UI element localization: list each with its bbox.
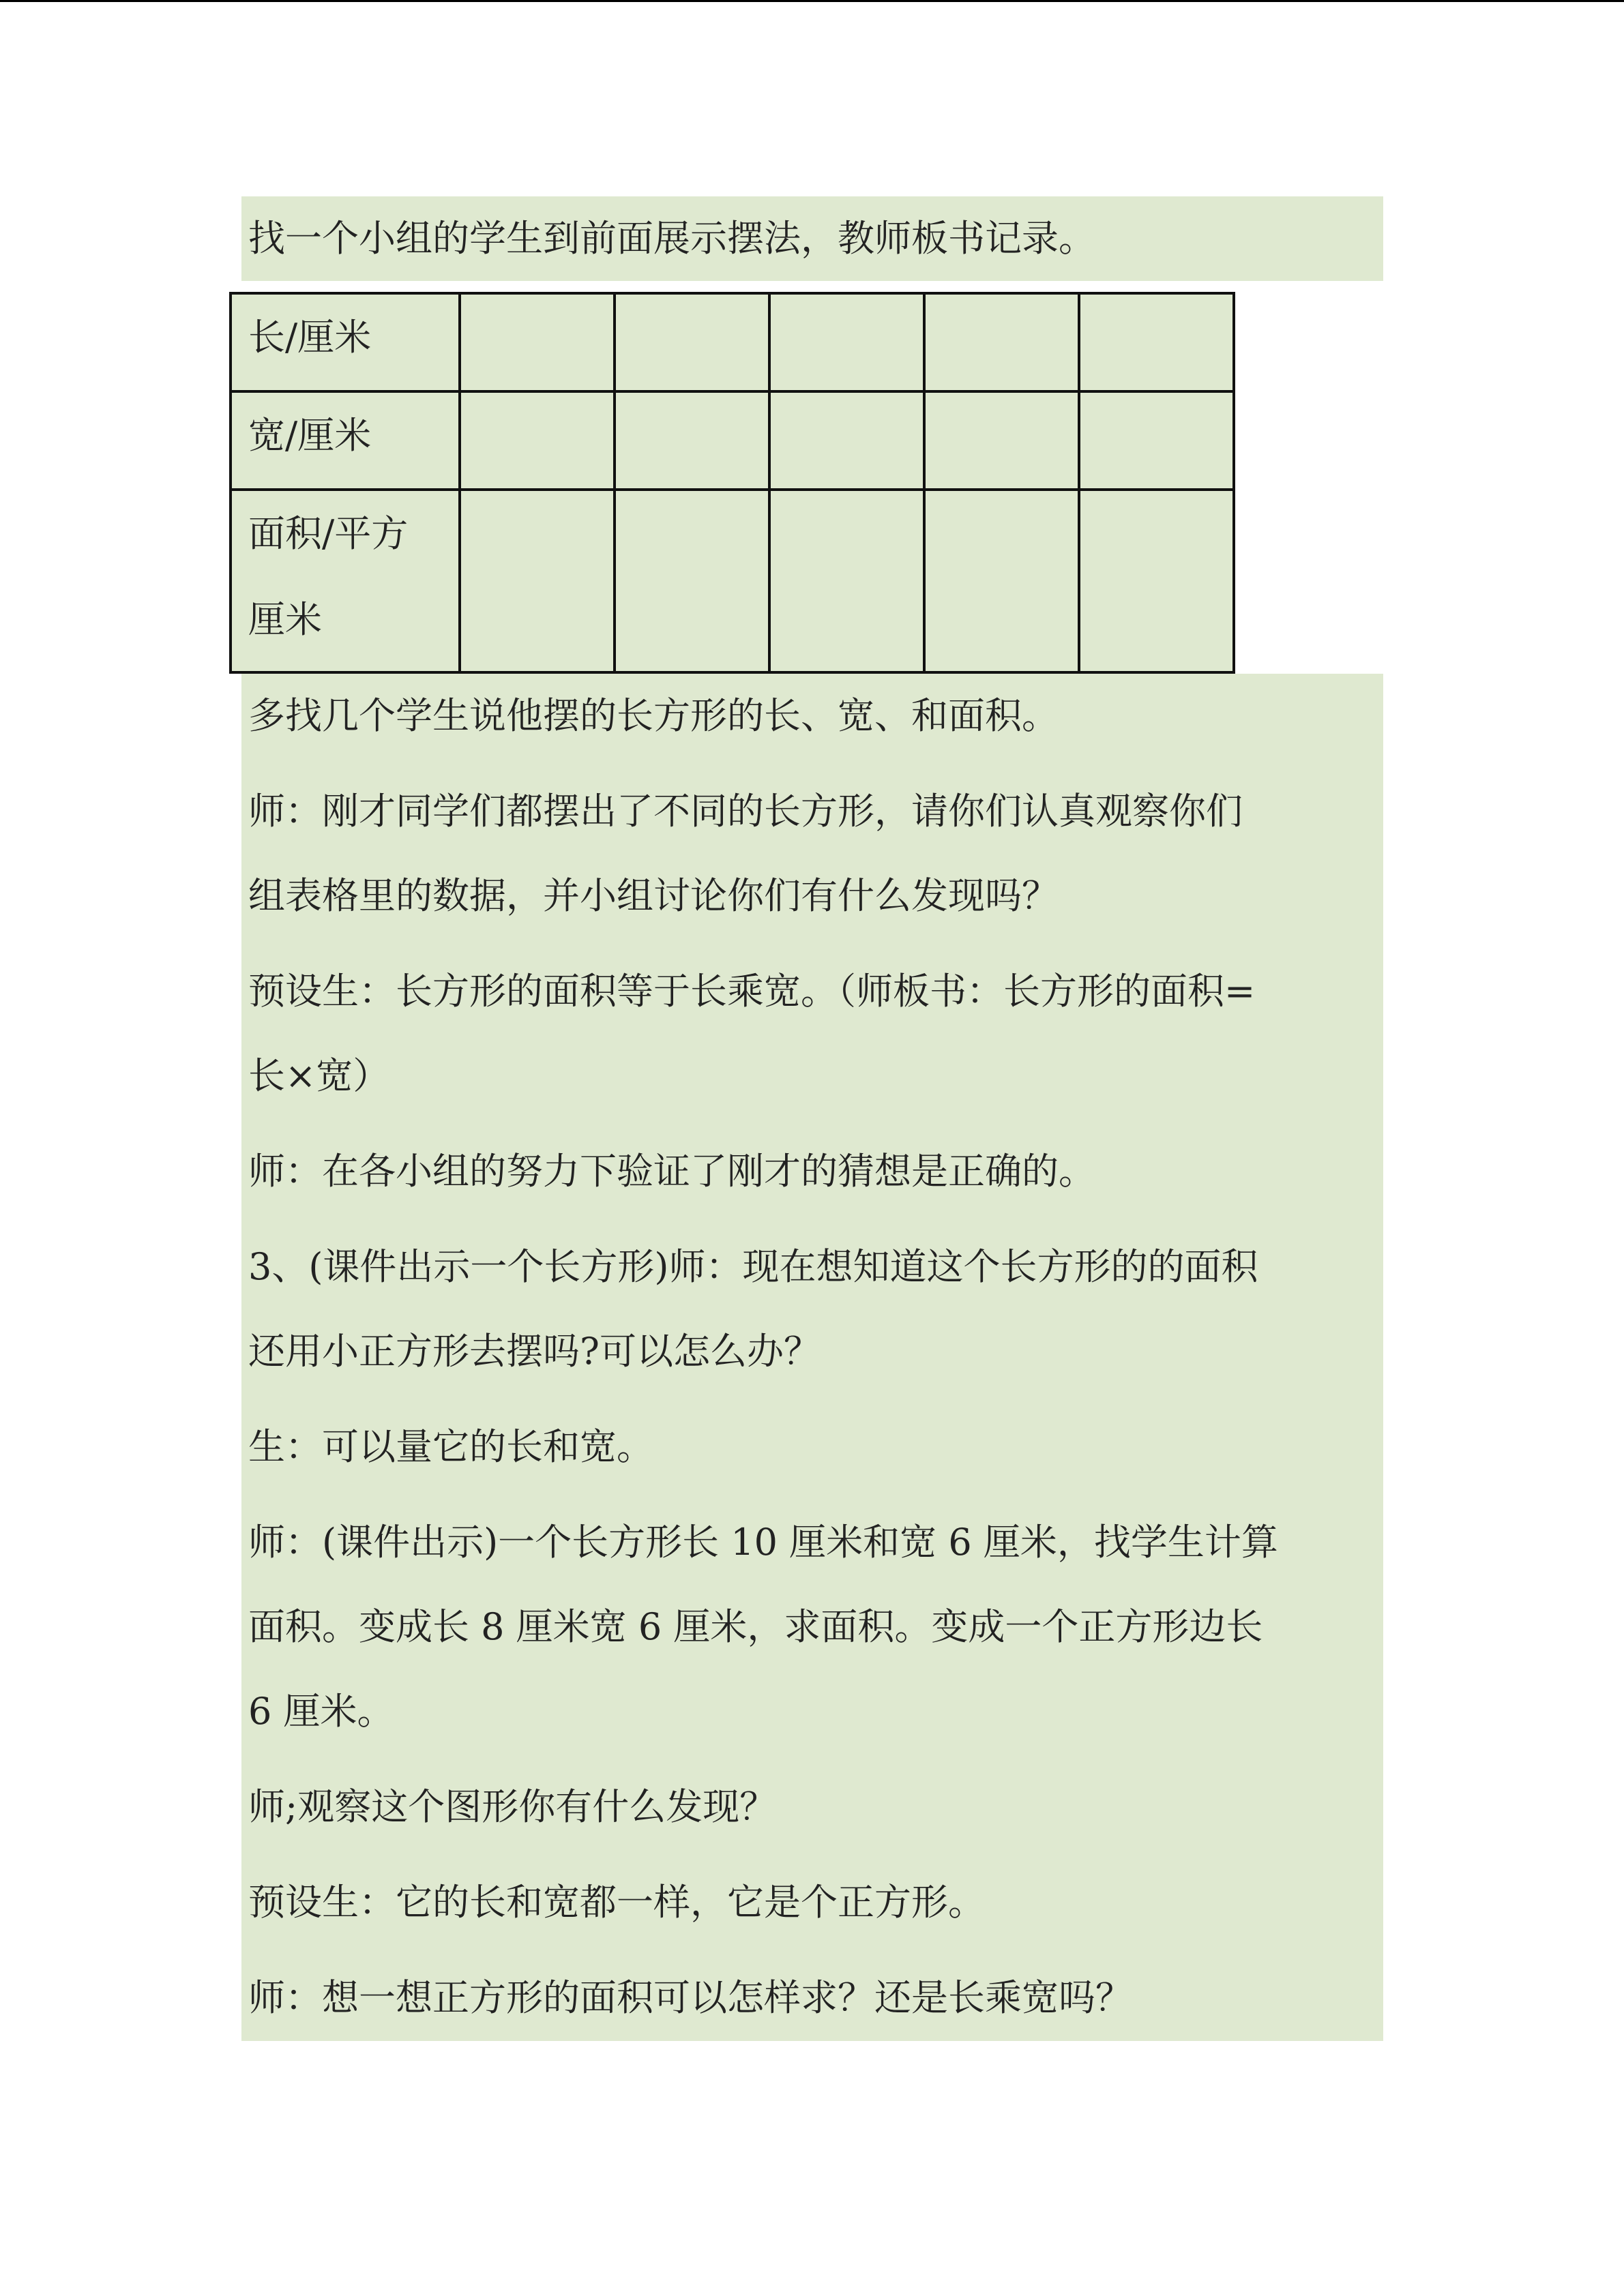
table-cell: [769, 391, 924, 490]
table-cell: [615, 391, 769, 490]
paragraph: [248, 1500, 1383, 1754]
lesson-body: [241, 674, 1383, 2041]
paragraph: [248, 674, 1383, 758]
paragraph: [248, 1956, 1383, 2040]
table-row-area: [231, 490, 1234, 672]
label-line: 厘米: [248, 598, 322, 641]
table-cell: [615, 293, 769, 391]
text-line: 长×宽）: [248, 1054, 390, 1097]
text-line: 预设生：长方形的面积等于长乘宽。（师板书：长方形的面积=: [248, 970, 1256, 1013]
intro-paragraph: 找一个小组的学生到前面展示摆法，教师板书记录。: [241, 196, 1383, 281]
text-line: 组表格里的数据，并小组讨论你们有什么发现吗？: [248, 874, 1059, 917]
table-cell: [1079, 293, 1234, 391]
table-cell: [1079, 490, 1234, 672]
paragraph: [248, 1860, 1383, 1945]
table-cell: [615, 490, 769, 672]
text-line: 还用小正方形去摆吗?可以怎么办？: [248, 1330, 821, 1373]
record-table: [229, 292, 1235, 674]
label-line: 面积/平方: [248, 512, 409, 555]
text-line: 生：可以量它的长和宽。: [248, 1425, 653, 1468]
text-line: 预设生：它的长和宽都一样，它是个正方形。: [248, 1881, 985, 1924]
paragraph: [248, 1225, 1383, 1394]
text-line: 多找几个学生说他摆的长方形的长、宽、和面积。: [248, 694, 1059, 737]
page-top-border: [0, 0, 1624, 2]
row-label-width: [231, 391, 460, 490]
label-line: 宽/厘米: [248, 414, 372, 457]
text-line: 师;观察这个图形你有什么发现？: [248, 1785, 777, 1828]
table-cell: [460, 490, 615, 672]
text-line: 3、(课件出示一个长方形)师：现在想知道这个长方形的的面积: [248, 1245, 1258, 1288]
table-row-width: [231, 391, 1234, 490]
table-cell: [769, 490, 924, 672]
paragraph: [248, 1405, 1383, 1489]
row-label-area: [231, 490, 460, 672]
paragraph: [248, 949, 1383, 1118]
table-cell: [460, 293, 615, 391]
text-line: 师：刚才同学们都摆出了不同的长方形，请你们认真观察你们: [248, 790, 1243, 833]
paragraph: [248, 1765, 1383, 1849]
table-cell: [924, 490, 1079, 672]
table-row-length: [231, 293, 1234, 391]
text-line: 师：想一想正方形的面积可以怎样求？还是长乘宽吗？: [248, 1976, 1132, 2019]
table-cell: [924, 293, 1079, 391]
text-line: 6 厘米。: [248, 1690, 394, 1733]
table-cell: [924, 391, 1079, 490]
text-line: 面积。变成长 8 厘米宽 6 厘米，求面积。变成一个正方形边长: [248, 1605, 1263, 1648]
text-line: 师：在各小组的努力下验证了刚才的猜想是正确的。: [248, 1150, 1095, 1193]
table-cell: [1079, 391, 1234, 490]
row-label-length: [231, 293, 460, 391]
text-line: 师：(课件出示)一个长方形长 10 厘米和宽 6 厘米，找学生计算: [248, 1521, 1278, 1564]
table-cell: [769, 293, 924, 391]
paragraph: [248, 1129, 1383, 1214]
paragraph: [248, 769, 1383, 938]
label-line: 长/厘米: [248, 316, 372, 359]
table-cell: [460, 391, 615, 490]
